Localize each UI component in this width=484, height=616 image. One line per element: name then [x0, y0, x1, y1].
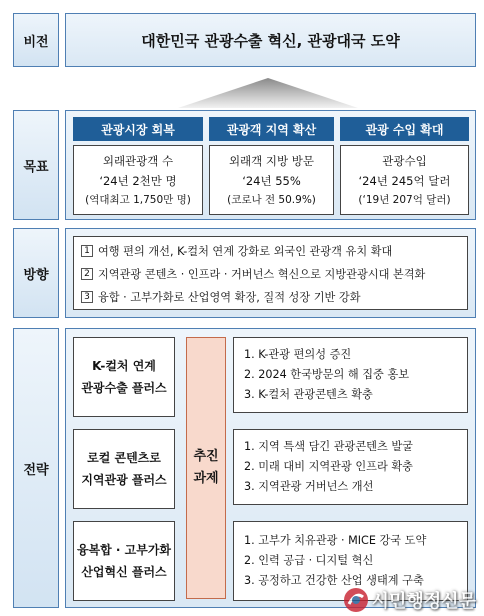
- strategy-2-line-1: 로컬 콘텐츠로: [87, 451, 161, 465]
- task-item: 2. 2024 한국방문의 해 집중 홍보: [244, 368, 409, 381]
- goal-3-line-3: (‘19년 207억 달러): [358, 194, 451, 206]
- goal-3-title: 관광 수입 확대: [340, 117, 469, 141]
- direction-item: [81, 243, 392, 259]
- vision-panel: [65, 13, 476, 67]
- goal-2-body: [209, 145, 334, 215]
- vision-text: 대한민국 관광수출 혁신, 관광대국 도약: [141, 31, 400, 50]
- task-item: 1. 지역 특색 담긴 관광콘텐츠 발굴: [244, 440, 413, 453]
- direction-item: [81, 266, 425, 282]
- task-item: 3. 지역관광 거버넌스 개선: [244, 480, 374, 493]
- direction-label: [13, 228, 59, 318]
- number-square-icon: 2: [81, 268, 93, 280]
- strategy-3-line-2: 산업혁신 플러스: [81, 565, 167, 579]
- task-group-2: [233, 429, 468, 505]
- strategy-label: [13, 328, 59, 608]
- task-item: 1. K-관광 편의성 증진: [244, 348, 352, 361]
- direction-list: [73, 236, 468, 310]
- vision-label: [13, 13, 59, 67]
- logo-icon: [343, 587, 369, 613]
- goal-1-line-2: ‘24년 2천만 명: [99, 174, 177, 188]
- task-item: 3. K-컬처 관광콘텐츠 확충: [244, 388, 373, 401]
- task-item: 2. 인력 공급 · 디지털 혁신: [244, 554, 374, 567]
- task-group-1: [233, 337, 468, 413]
- goal-3-line-1: 관광수입: [382, 154, 427, 168]
- task-label: [186, 337, 226, 599]
- direction-text: 여행 편의 개선, K-컬처 연계 강화로 외국인 관광객 유치 확대: [98, 245, 393, 258]
- goal-2-line-1: 외래객 지방 방문: [228, 154, 315, 168]
- strategy-name-3: [73, 521, 175, 601]
- strategy-name-1: [73, 337, 175, 417]
- goal-1-line-1: 외래관광객 수: [102, 154, 174, 168]
- strategy-1-line-2: 관광수출 플러스: [81, 381, 167, 395]
- direction-label-text: 방향: [23, 267, 49, 283]
- goal-3-body: [340, 145, 469, 215]
- goal-2-line-2: ‘24년 55%: [242, 174, 301, 188]
- goal-panel: [65, 110, 476, 220]
- strategy-1-line-1: K-컬처 연계: [92, 359, 156, 373]
- task-item: 1. 고부가 치유관광 · MICE 강국 도약: [244, 534, 427, 547]
- direction-panel: [65, 228, 476, 318]
- goal-label: [13, 110, 59, 220]
- goal-3-line-2: ‘24년 245억 달러: [358, 174, 451, 188]
- up-arrow-icon: [178, 78, 358, 108]
- direction-text: 융합 · 고부가화로 산업영역 확장, 질적 성장 기반 강화: [98, 291, 361, 304]
- strategy-2-line-2: 지역관광 플러스: [81, 473, 167, 487]
- strategy-name-2: [73, 429, 175, 509]
- task-label-line-2: 과제: [193, 471, 219, 486]
- goal-2-title: 관광객 지역 확산: [209, 117, 334, 141]
- direction-text: 지역관광 콘텐츠 · 인프라 · 거버넌스 혁신으로 지방관광시대 본격화: [98, 268, 426, 281]
- watermark: [343, 587, 476, 613]
- goal-1-body: [73, 145, 203, 215]
- watermark-text: 시민행정신문: [371, 591, 476, 612]
- task-label-line-1: 추진: [193, 449, 219, 464]
- vision-label-text: 비전: [23, 34, 49, 50]
- goal-1-line-3: (역대최고 1,750만 명): [85, 194, 191, 206]
- goal-2-line-3: (코로나 전 50.9%): [227, 194, 316, 206]
- strategy-label-text: 전략: [23, 462, 49, 478]
- strategy-3-line-1: 융복합 · 고부가화: [76, 543, 172, 557]
- goal-1-title: 관광시장 회복: [73, 117, 203, 141]
- number-square-icon: 3: [81, 291, 93, 303]
- direction-item: [81, 289, 361, 305]
- task-item: 3. 공정하고 건강한 산업 생태계 구축: [244, 574, 424, 587]
- number-square-icon: 1: [81, 245, 93, 257]
- strategy-panel: [65, 328, 476, 608]
- goal-label-text: 목표: [23, 159, 49, 175]
- task-item: 2. 미래 대비 지역관광 인프라 확충: [244, 460, 413, 473]
